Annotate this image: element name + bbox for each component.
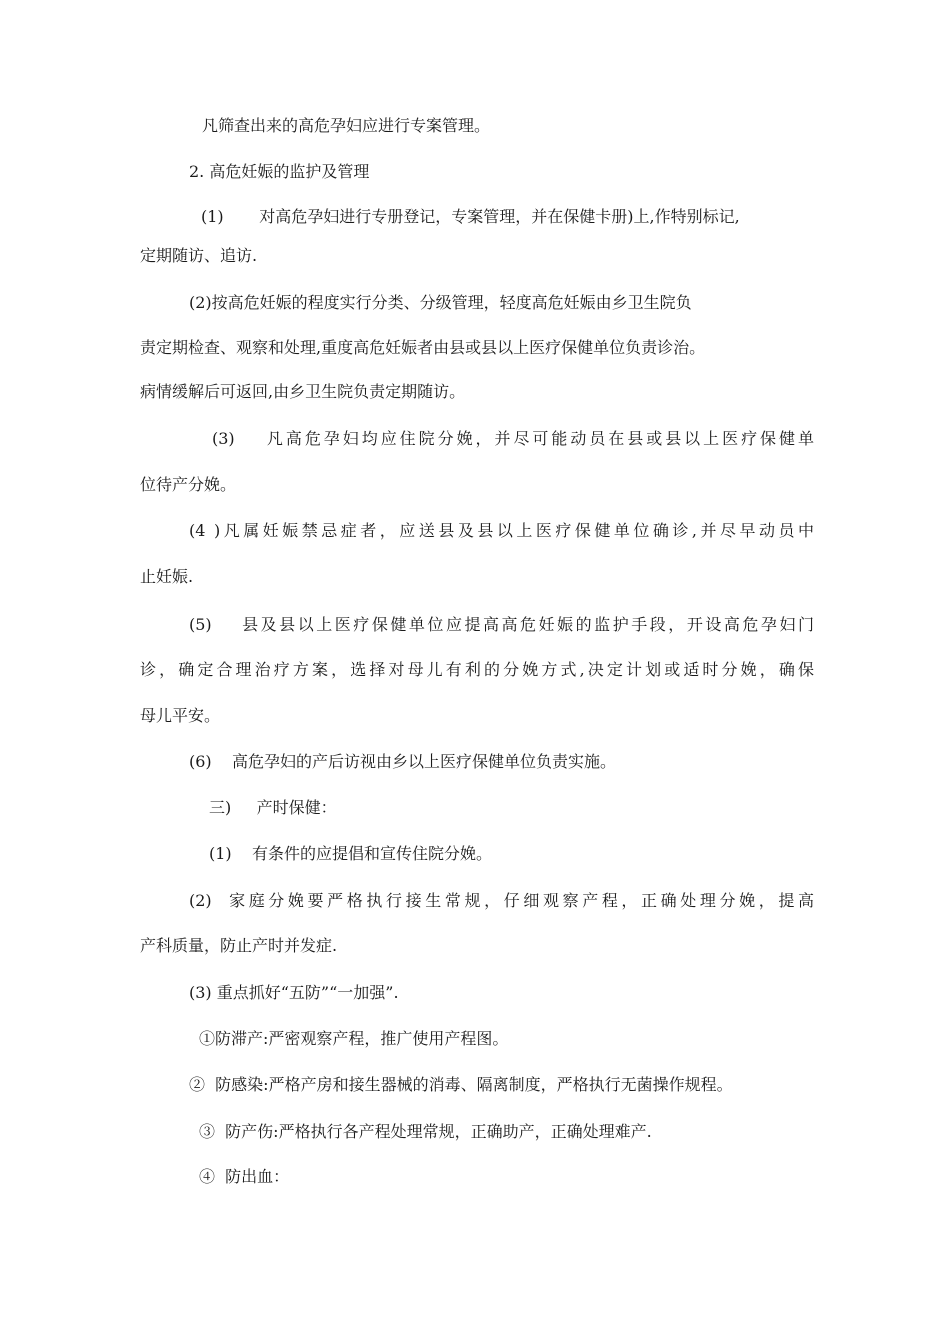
labor-item-1: (1) 有条件的应提倡和宣传住院分娩。 [209,844,493,863]
prevention-item-4: ④ 防出血： [199,1167,290,1186]
item-5-line-3: 母儿平安。 [140,706,221,725]
labor-item-2-line-2: 产科质量，防止产时并发症. [140,936,338,955]
item-4-line-2: 止妊娠. [140,567,194,586]
item-4-line-1: (4 )凡属妊娠禁忌症者，应送县及县以上医疗保健单位确诊,并尽早动员中 [189,521,814,540]
section-heading-3: 三) 产时保健： [209,798,337,817]
item-5-line-2: 诊，确定合理治疗方案，选择对母儿有利的分娩方式,决定计划或适时分娩，确保 [140,660,814,679]
prevention-item-2: ② 防感染:严格产房和接生器械的消毒、隔离制度，严格执行无菌操作规程。 [189,1075,733,1094]
prevention-item-1: ①防滞产:严密观察产程，推广使用产程图。 [199,1029,509,1048]
section-heading-2: 2. 高危妊娠的监护及管理 [189,162,370,181]
item-3-line-2: 位待产分娩。 [140,475,237,494]
item-1-line-2: 定期随访、追访. [140,246,258,265]
item-6-line-1: (6) 高危孕妇的产后访视由乡以上医疗保健单位负责实施。 [189,752,617,771]
labor-item-3: (3) 重点抓好“五防”“一加强”. [189,983,399,1002]
item-1-line-1: (1) 对高危孕妇进行专册登记，专案管理，并在保健卡册)上,作特别标记, [201,207,740,226]
prevention-item-3: ③ 防产伤:严格执行各产程处理常规，正确助产，正确处理难产. [199,1122,652,1141]
item-2-line-1: (2)按高危妊娠的程度实行分类、分级管理，轻度高危妊娠由乡卫生院负 [189,293,692,312]
item-2-line-3: 病情缓解后可返回,由乡卫生院负责定期随访。 [140,382,466,401]
labor-item-2-line-1: (2) 家庭分娩要严格执行接生常规，仔细观察产程，正确处理分娩，提高 [189,891,814,910]
item-3-line-1: (3) 凡高危孕妇均应住院分娩，并尽可能动员在县或县以上医疗保健单 [212,429,814,448]
paragraph-line-1: 凡筛查出来的高危孕妇应进行专案管理。 [202,116,491,135]
item-5-line-1: (5) 县及县以上医疗保健单位应提高高危妊娠的监护手段，开设高危孕妇门 [189,615,814,634]
item-2-line-2: 责定期检查、观察和处理,重度高危妊娠者由县或县以上医疗保健单位负责诊治。 [140,338,706,357]
